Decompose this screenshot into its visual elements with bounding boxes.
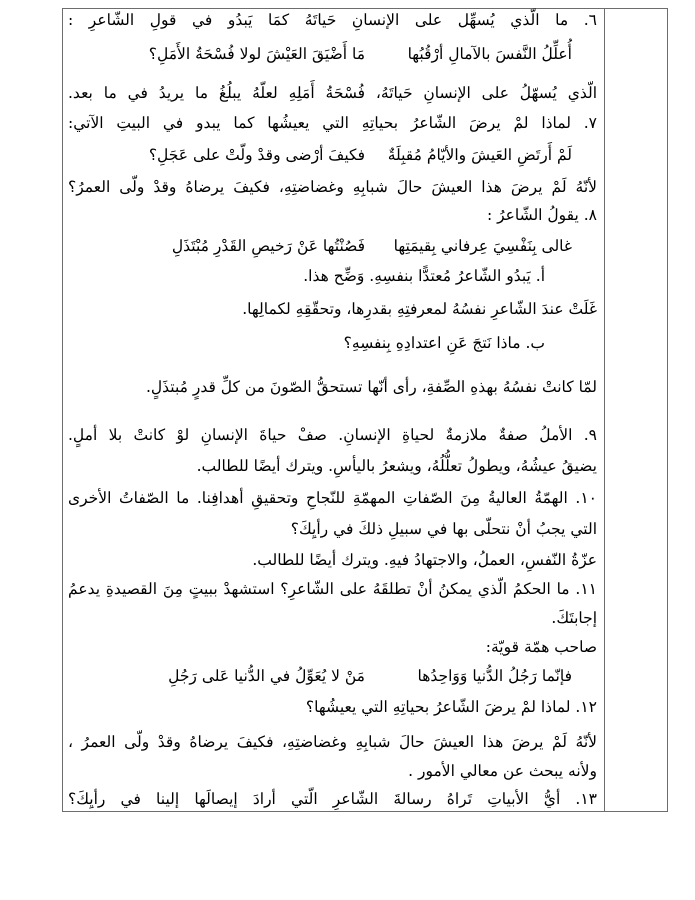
- verse-4-first-hemistich: فإنّما رَجُلُ الدُّنيا وَوَاحِدُها: [417, 667, 572, 685]
- answer-12-line-2: ولأنه يبحث عن معالي الأمور .: [408, 762, 597, 780]
- verse-3-second-hemistich: فَصُنْتُها عَنْ رَخيصِ القَدْرِ مُبْتَذَلِ: [171, 237, 365, 255]
- question-10-line-2: التي يجبُ أنْ نتحلّى بها في سبيلِ ذلكَ في رأيِكَ؟: [290, 520, 597, 538]
- answer-8b: لمّا كانتْ نفسُهُ بهذهِ الصِّفةِ، رأى أنّها تستحقُّ الصّونَ من كلِّ قدرٍ مُبتذَلٍ.: [145, 378, 597, 396]
- verse-4-second-hemistich: مَنْ لا يُعَوِّلُ في الدُّنيا عَلى رَجُلِ: [168, 667, 365, 685]
- question-12: ١٢. لماذا لمْ يرضَ الشّاعرُ بحياتِهِ التي يعيشُها؟: [305, 698, 597, 716]
- verse-3-first-hemistich: غالى بِنَفْسِيَ عِرفاني بِقيمَتِها: [393, 237, 572, 255]
- question-11-line-1: ١١. ما الحكمُ الّذي يمكنُ أنْ تطلقَهُ على الشّاعرِ؟ استشهدْ ببيتٍ مِنَ القصيدةِ يدعمُ: [68, 580, 597, 598]
- answer-8a: غَلَتْ عندَ الشّاعرِ نفسُهُ لمعرفتِهِ بقدرِها، وتحقّقِهِ لكمالِها.: [242, 300, 597, 318]
- verse-1-second-hemistich: مَا أَضْيَقَ العَيْشَ لولا فُسْحَةُ الأَمَلِ؟: [148, 45, 365, 63]
- verse-2-first-hemistich: لَمْ أَرتَضِ العَيشَ والأيّامُ مُقبِلَةٌ: [387, 146, 572, 164]
- answer-10: عزّةُ النّفسِ، العملُ، والاجتهادُ فيهِ. ويترك أيضًا للطالب.: [252, 551, 597, 569]
- answer-9: يضيقُ عيشُهُ، ويطولُ تعلُّلُهُ، ويشعرُ باليأسِ. ويترك أيضًا للطالب.: [196, 457, 597, 475]
- question-13: ١٣. أيُّ الأبياتِ تَراهُ رسالةَ الشّاعرِ الّتي أرادَ إيصالَها إلينا في رأيِكَ؟: [68, 790, 597, 808]
- column-divider: [604, 8, 605, 812]
- question-11-line-2: إجابتَكَ.: [551, 609, 597, 627]
- answer-11: صاحب همّة قويّة:: [485, 638, 597, 656]
- question-6: ٦. ما الّذي يُسهِّل على الإنسانِ حَياتَهُ كمَا يَبدُو في قولِ الشّاعرِ :: [68, 11, 597, 29]
- answer-6: الّذي يُسهّلُ على الإنسانِ حَياتَهُ، فُسْحَةُ أَمَلِهِ لعلّهُ يبلُغُ ما يريدُ في ما بعد.: [68, 84, 597, 102]
- question-8b: ب. ماذا نَتجَ عَنِ اعتدادِهِ بِنفسِهِ؟: [343, 334, 545, 352]
- question-7: ٧. لماذا لمْ يرضَ الشّاعرُ بحياتِهِ التي يعيشُها كما يبدو في البيتِ الآتي:: [68, 114, 597, 132]
- question-9: ٩. الأملُ صفةٌ ملازمةٌ لحياةِ الإنسانِ. صفْ حياةَ الإنسانِ لوْ كانتْ بلا أملٍ.: [68, 426, 597, 444]
- verse-1-first-hemistich: أُعلِّلُ النَّفسَ بالآمالِ أرْقُبُها: [407, 45, 572, 63]
- answer-7: لأنّهُ لَمْ يرضَ هذا العيشَ حالَ شبابِهِ وغضاضتِهِ، فكيفَ يرضاهُ وقدْ ولّى العمرُ؟: [68, 178, 597, 196]
- verse-2-second-hemistich: فكيفَ أرْضى وقدْ ولّتْ على عَجَلِ؟: [148, 146, 365, 164]
- question-10-line-1: ١٠. الهمّةُ العاليةُ مِنَ الصّفاتِ المهمّةِ للنّجاحِ وتحقيقِ أهدافِنا. ما الصّفاتُ الأخرى: [68, 489, 597, 507]
- question-8: ٨. يقولُ الشّاعرُ :: [486, 206, 597, 224]
- answer-12-line-1: لأنّهُ لَمْ يرضَ هذا العيشَ حالَ شبابِهِ وغضاضتِهِ، فكيفَ يرضاهُ وقدْ ولّى العمرُ ،: [68, 733, 597, 751]
- question-8a: أ. يَبدُو الشّاعرُ مُعتدًّا بنفسِهِ. وَضِّح هذا.: [303, 267, 545, 285]
